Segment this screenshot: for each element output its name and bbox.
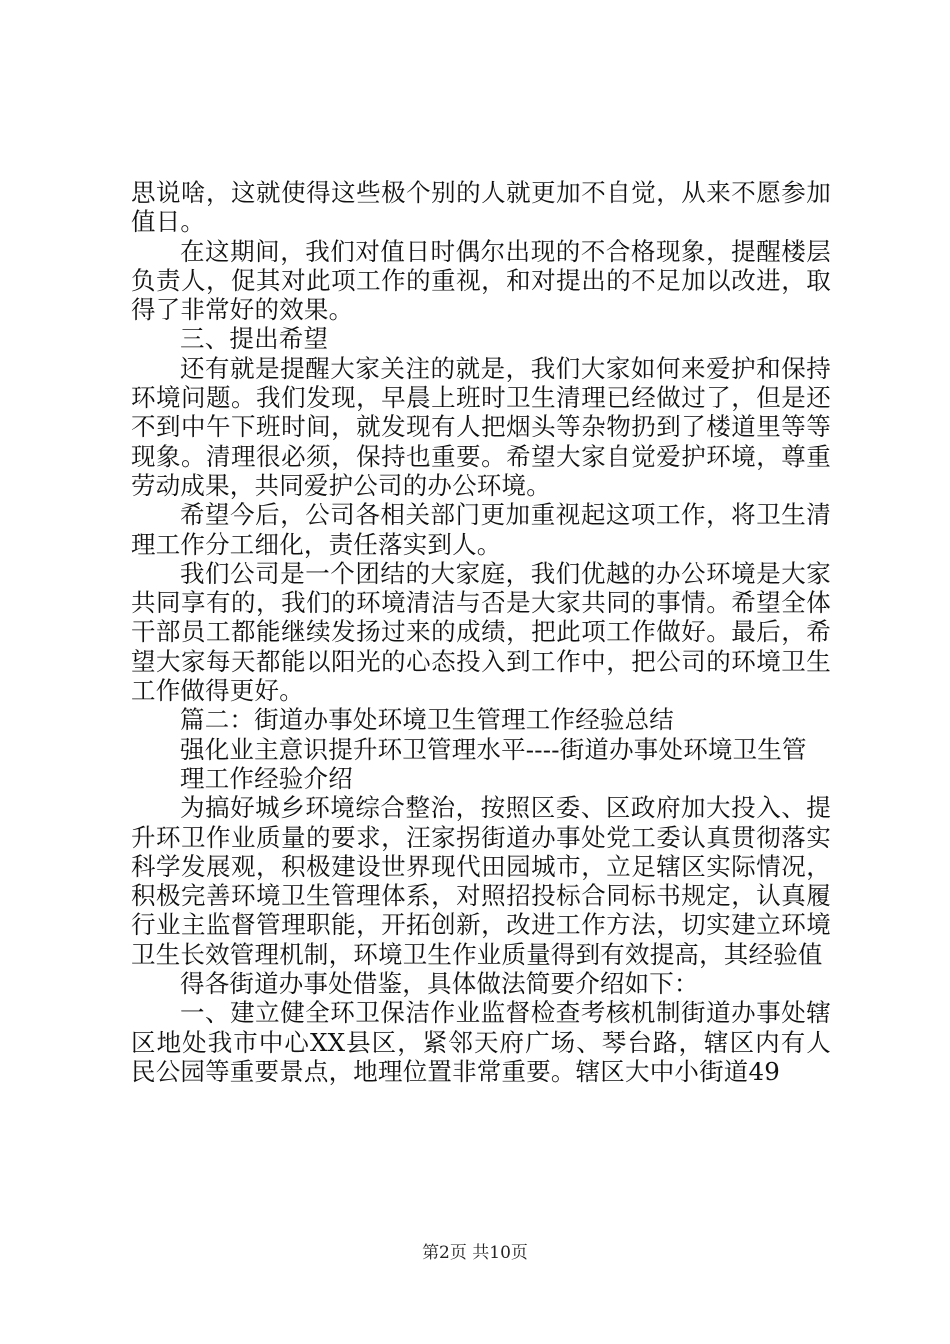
page-number-footer: 第2页 共10页 xyxy=(422,1243,528,1263)
chapter-title: 篇二：街道办事处环境卫生管理工作经验总结 xyxy=(180,705,674,735)
paragraph-4: 还有就是提醒大家关注的就是，我们大家如何来爱护和保持环境问题。我们发现，早晨上班时卫生清理已经做过了，但是还不到中午下班时间，就发现有人把烟头等杂物扔到了楼道里等等现象。清理很必须，保持也重要。希望大家自觉爱护环境，尊重劳动成果，共同爱护公司的办公环境。 xyxy=(131,353,831,500)
paragraph-1: 思说啥，这就使得这些极个别的人就更加不自觉，从来不愿参加值日。 xyxy=(131,178,831,237)
document-body xyxy=(131,178,831,1086)
paragraph-10: 为搞好城乡环境综合整治，按照区委、区政府加大投入、提升环卫作业质量的要求，汪家拐街道办事处党工委认真贯彻落实科学发展观，积极建设世界现代田园城市，立足辖区实际情况，积极完善环境卫生管理体系，对照招投标合同标书规定，认真履行业主监督管理职能，开拓创新，改进工作方法，切实建立环境卫生长效管理机制，环境卫生作业质量得到有效提高，其经验值 xyxy=(131,793,831,969)
paragraph-6: 我们公司是一个团结的大家庭，我们优越的办公环境是大家共同享有的，我们的环境清洁与否是大家共同的事情。希望全体干部员工都能继续发扬过来的成绩，把此项工作做好。最后，希望大家每天都能以阳光的心态投入到工作中，把公司的环境卫生工作做得更好。 xyxy=(131,558,831,706)
article-title-line-1: 强化业主意识提升环卫管理水平----街道办事处环境卫生管 xyxy=(180,734,807,764)
paragraph-11: 得各街道办事处借鉴，具体做法简要介绍如下： xyxy=(180,969,699,999)
article-title-line-2: 理工作经验介绍 xyxy=(180,763,353,793)
paragraph-2: 在这期间，我们对值日时偶尔出现的不合格现象，提醒楼层负责人，促其对此项工作的重视，和对提出的不足加以改进，取得了非常好的效果。 xyxy=(131,236,831,325)
section-heading-3: 三、提出希望 xyxy=(180,324,329,354)
paragraph-12: 一、建立健全环卫保洁作业监督检查考核机制街道办事处辖区地处我市中心XX县区，紧邻天府广场、琴台路，辖区内有人民公园等重要景点，地理位置非常重要。辖区大中小街道49 xyxy=(131,998,831,1086)
paragraph-5: 希望今后，公司各相关部门更加重视起这项工作，将卫生清理工作分工细化，责任落实到人。 xyxy=(131,500,831,559)
